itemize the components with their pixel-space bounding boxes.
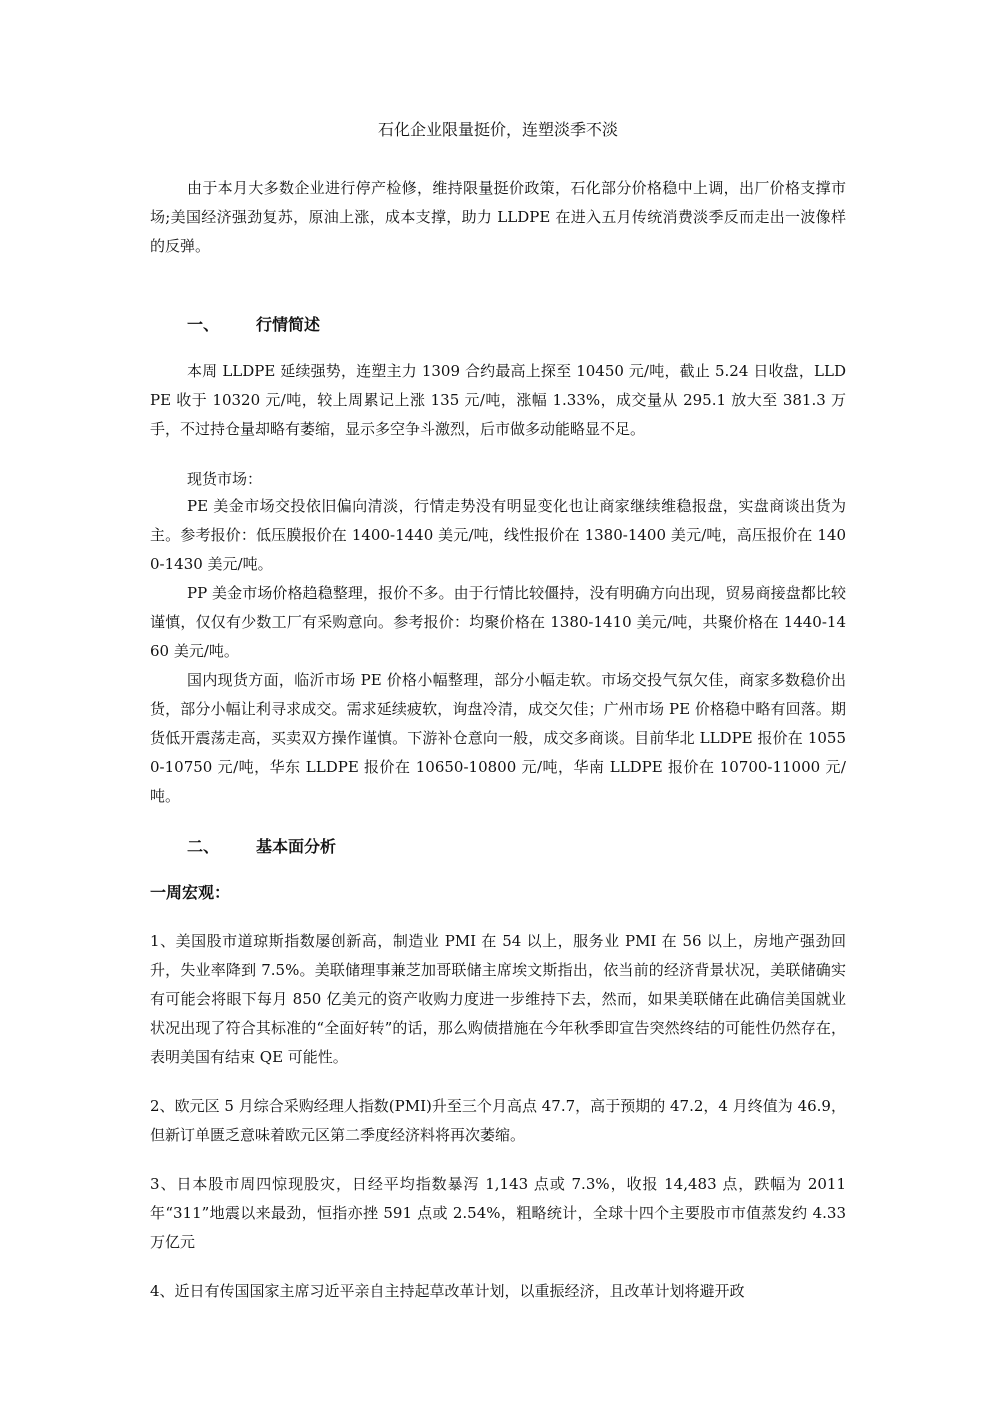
market-summary-paragraph: 本周 LLDPE 延续强势，连塑主力 1309 合约最高上探至 10450 元/吨，截止 5.24 日收盘，LLDPE 收于 10320 元/吨，较上周累记上涨 135 元/吨，涨幅 1.33%，成交量从 295.1 放大至 381.3 万手，不过持仓量却略有萎缩，显示多空争斗激烈，后市做多动能略显不足。 (150, 362, 846, 438)
domestic-spot-paragraph: 国内现货方面，临沂市场 PE 价格小幅整理，部分小幅走软。市场交投气氛欠佳，商家多数稳价出货，部分小幅让利寻求成交。需求延续疲软，询盘冷清，成交欠佳；广州市场 PE 价格稳中略有回落。期货低开震荡走高，买卖双方操作谨慎。下游补仓意向一般，成交多商谈。目前华北 LLDPE 报价在 10550-10750 元/吨，华东 LLDPE 报价在 10650-10800 元/吨，华南 LLDPE 报价在 10700-11000 元/吨。 (150, 671, 846, 805)
spacer (150, 811, 846, 833)
spacer (150, 261, 846, 311)
section-title: 基本面分析 (256, 837, 337, 856)
section-title: 行情简述 (256, 315, 321, 334)
macro-item-3: 3、日本股市周四惊现股灾，日经平均指数暴泻 1,143 点或 7.3%，收报 14,483 点，跌幅为 2011 年“311”地震以来最劲，恒指亦挫 591 点或 2.54%，粗略统计，全球十四个主要股市市值蒸发约 4.33 万亿元 (150, 1175, 846, 1251)
spacer (150, 861, 846, 879)
spacer (150, 1150, 846, 1170)
spacer (150, 339, 846, 357)
spot-market-label: 现货市场： (187, 470, 263, 488)
weekly-macro-heading: 一周宏观： (150, 883, 231, 902)
pp-dollar-market-paragraph: PP 美金市场价格趋稳整理，报价不多。由于行情比较僵持，没有明确方向出现，贸易商接盘都比较谨慎，仅仅有少数工厂有采购意向。参考报价：均聚价格在 1380-1410 美元/吨，共聚价格在 1440-1460 美元/吨。 (150, 584, 846, 660)
spacer (150, 444, 846, 466)
section-number: 一、 (187, 315, 220, 334)
section-heading-1 (150, 311, 846, 339)
macro-item-2: 2、欧元区 5 月综合采购经理人指数(PMI)升至三个月高点 47.7，高于预期的 47.2，4 月终值为 46.9，但新订单匮乏意味着欧元区第二季度经济料将再次萎缩。 (150, 1097, 846, 1144)
spacer (150, 1072, 846, 1092)
document-title: 石化企业限量挺价，连塑淡季不淡 (377, 120, 618, 139)
macro-item-1: 1、美国股市道琼斯指数屡创新高，制造业 PMI 在 54 以上，服务业 PMI 在 56 以上，房地产强劲回升，失业率降到 7.5%。美联储理事兼芝加哥联储主席埃文斯指出，依当前的经济背景状况，美联储确实有可能会将眼下每月 850 亿美元的资产收购力度进一步维持下去，然而，如果美联储在此确信美国就业状况出现了符合其标准的“全面好转”的话，那么购债措施在今年秋季即宣告突然终结的可能性仍然存在，表明美国有结束 QE 可能性。 (150, 932, 846, 1066)
document-page (150, 118, 846, 1306)
spacer (150, 1257, 846, 1277)
section-number: 二、 (187, 837, 220, 856)
spacer (150, 907, 846, 927)
pe-dollar-market-paragraph: PE 美金市场交投依旧偏向清淡，行情走势没有明显变化也让商家继续维稳报盘，实盘商谈出货为主。参考报价：低压膜报价在 1400-1440 美元/吨，线性报价在 1380-1400 美元/吨，高压报价在 1400-1430 美元/吨。 (150, 497, 846, 573)
macro-item-4: 4、近日有传国国家主席习近平亲自主持起草改革计划，以重振经济，且改革计划将避开政 (150, 1282, 745, 1300)
section-heading-2 (150, 833, 846, 861)
intro-paragraph: 由于本月大多数企业进行停产检修，维持限量挺价政策，石化部分价格稳中上调，出厂价格支撑市场;美国经济强劲复苏，原油上涨，成本支撑，助力 LLDPE 在进入五月传统消费淡季反而走出一波像样的反弹。 (150, 179, 846, 255)
